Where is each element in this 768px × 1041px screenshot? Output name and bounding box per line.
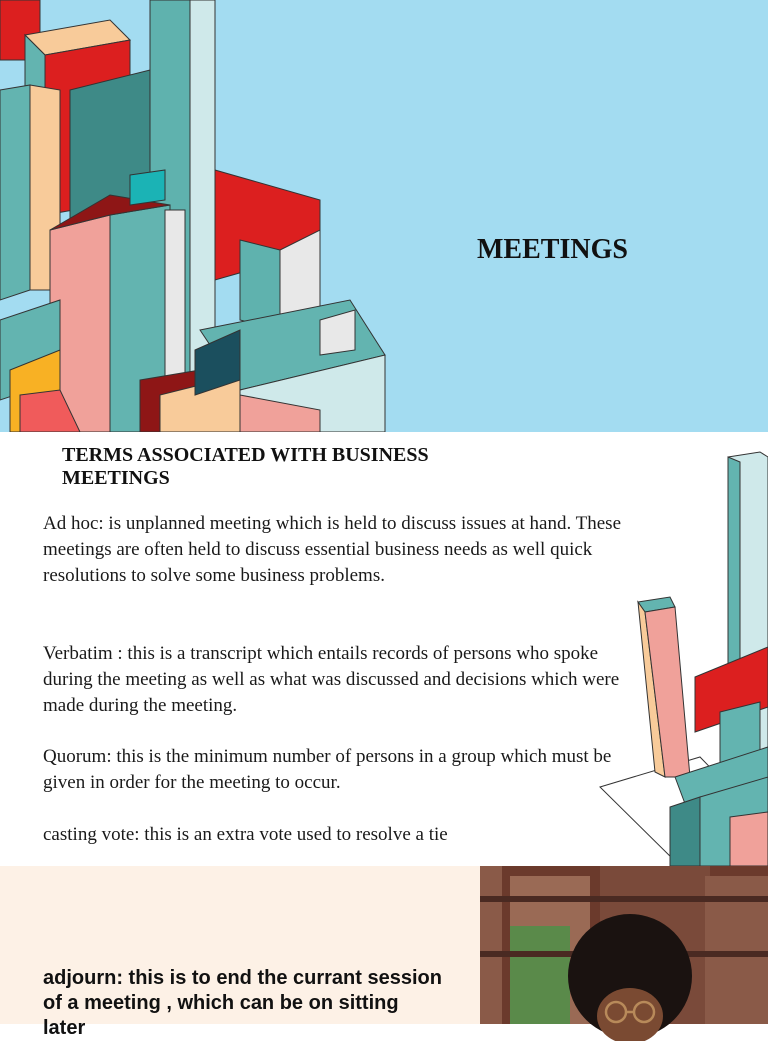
adjourn-text: adjourn: this is to end the currant session of a meeting , which can be on sitting later (43, 967, 442, 1039)
adjourn-slide (0, 866, 768, 1039)
isometric-towers-illustration (590, 447, 768, 866)
slide-title: MEETINGS (477, 234, 628, 265)
terms-slide (0, 432, 768, 866)
paragraph-ad-hoc: Ad hoc: is unplanned meeting which is held to discuss issues at hand. These meetings are often held to discuss essential business needs as well quick resolutions to solve some business problems. (43, 513, 622, 586)
slide-heading: TERMS ASSOCIATED WITH BUSINESS MEETINGS (62, 444, 429, 489)
paragraph-casting-vote: casting vote: this is an extra vote used to resolve a tie (43, 824, 448, 845)
paragraph-quorum: Quorum: this is the minimum number of persons in a group which must be given in order for the meeting to occur. (43, 746, 612, 793)
title-slide (0, 0, 768, 432)
isometric-buildings-illustration (0, 0, 400, 432)
woman-photo (480, 866, 768, 1024)
paragraph-verbatim: Verbatim : this is a transcript which entails records of persons who spoke during the meeting as well as what was discussed and decisions which were made during the meeting. (43, 643, 620, 716)
